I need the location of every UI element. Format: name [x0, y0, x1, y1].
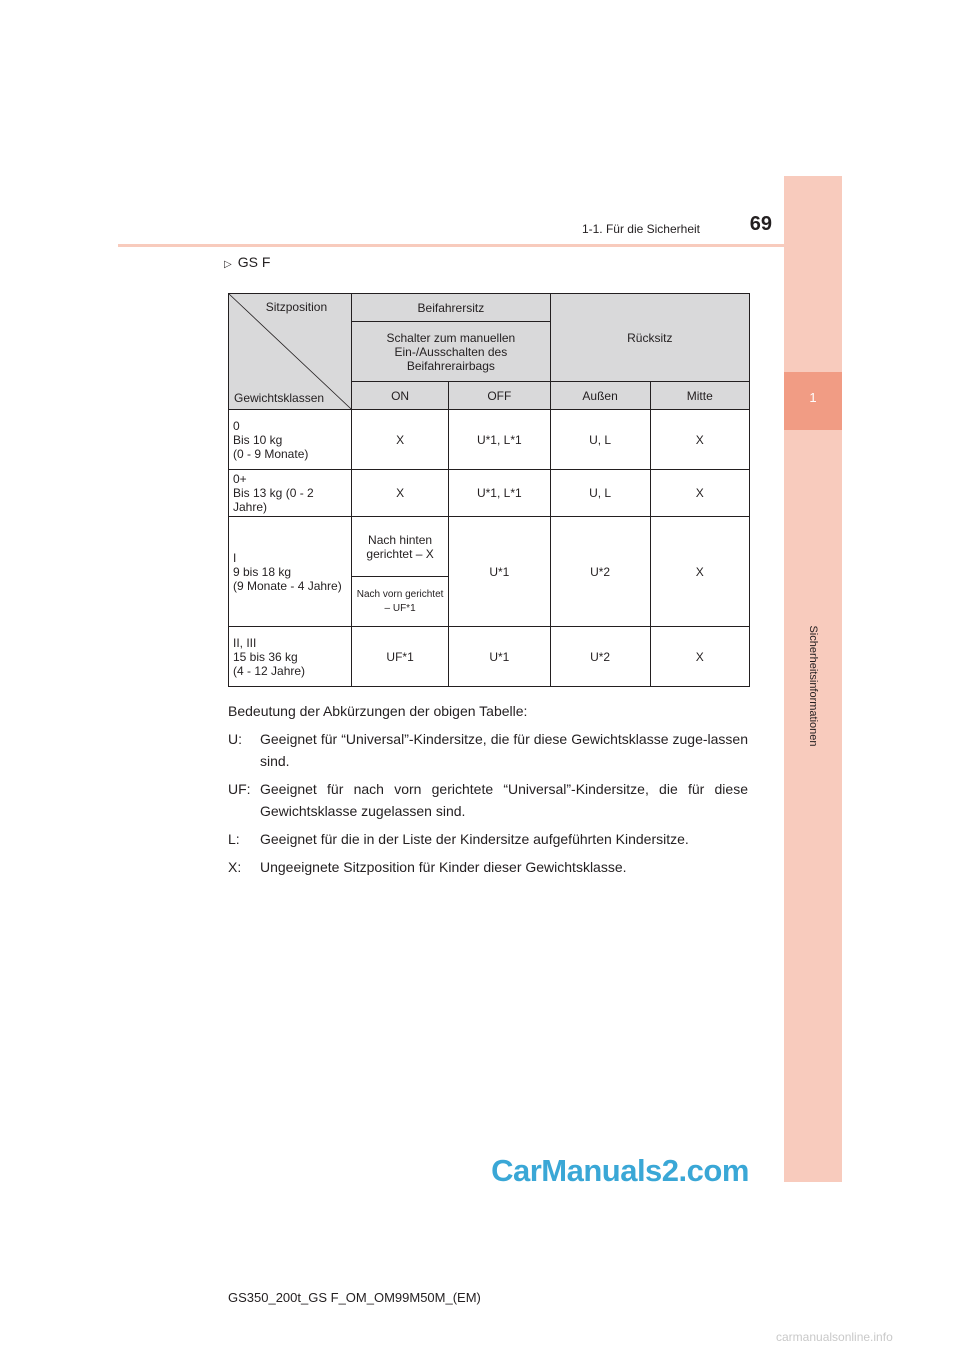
- row-label: I 9 bis 18 kg (9 Monate - 4 Jahre): [229, 517, 352, 627]
- cell-on-rearward: Nach hinten gerichtet – X: [352, 517, 449, 577]
- col-outer-header: Außen: [550, 382, 650, 410]
- cell-off: U*1, L*1: [449, 410, 551, 470]
- cell-outer: U, L: [550, 470, 650, 517]
- subheading: ▷ GS F: [224, 254, 271, 270]
- row-label: 0 Bis 10 kg (0 - 9 Monate): [229, 410, 352, 470]
- row-label: 0+ Bis 13 kg (0 - 2 Jahre): [229, 470, 352, 517]
- col-off-header: OFF: [449, 382, 551, 410]
- cell-on-forward: Nach vorn gerichtet – UF*1: [352, 577, 449, 627]
- chapter-number: 1: [809, 390, 817, 405]
- table-row: [229, 627, 750, 687]
- cell-on: UF*1: [352, 627, 449, 687]
- legend-item: U: Geeignet für “Universal”-Kindersitze, die für diese Gewichtsklasse zuge-lassen sind.: [228, 731, 748, 769]
- header-divider: [118, 244, 842, 247]
- legend-item: L: Geeignet für die in der Liste der Kindersitze aufgeführten Kindersitze.: [228, 831, 689, 847]
- table-row: [229, 410, 750, 470]
- chapter-title: Sicherheitsinformationen: [807, 625, 819, 747]
- cell-middle: X: [650, 470, 749, 517]
- corner-seat-position: Sitzposition: [265, 300, 328, 314]
- page-number: 69: [749, 213, 772, 235]
- legend-intro: Bedeutung der Abkürzungen der obigen Tabelle:: [228, 703, 528, 719]
- cell-off: U*1: [449, 627, 551, 687]
- section-title: 1-1. Für die Sicherheit: [581, 222, 700, 236]
- col-middle-header: Mitte: [650, 382, 749, 410]
- legend-item: UF: Geeignet für nach vorn gerichtete “Universal”-Kindersitze, die für diese Gewichtsklasse zugelassen sind.: [228, 781, 748, 819]
- cell-outer: U*2: [550, 517, 650, 627]
- rear-seat-header: Rücksitz: [550, 294, 749, 382]
- legend-item: X: Ungeeignete Sitzposition für Kinder dieser Gewichtsklasse.: [228, 859, 627, 875]
- child-seat-table: [228, 293, 750, 687]
- row-label: II, III 15 bis 36 kg (4 - 12 Jahre): [229, 627, 352, 687]
- watermark-logo: CarManuals2.com: [484, 1151, 756, 1191]
- abbreviation-legend: [228, 700, 748, 884]
- corner-weight-classes: Gewichtsklassen: [234, 391, 325, 405]
- cell-outer: U*2: [550, 627, 650, 687]
- cell-middle: X: [650, 627, 749, 687]
- chapter-sidebar: [784, 176, 842, 1182]
- col-on-header: ON: [352, 382, 449, 410]
- passenger-seat-header: Beifahrersitz: [352, 294, 550, 322]
- cell-outer: U, L: [550, 410, 650, 470]
- triangle-bullet-icon: ▷: [224, 259, 232, 270]
- bottom-watermark: carmanualsonline.info: [776, 1330, 893, 1344]
- cell-on: X: [352, 410, 449, 470]
- cell-off: U*1, L*1: [449, 470, 551, 517]
- table-corner-cell: [229, 294, 352, 410]
- cell-middle: X: [650, 517, 749, 627]
- cell-middle: X: [650, 410, 749, 470]
- table-row: [229, 470, 750, 517]
- cell-on: X: [352, 470, 449, 517]
- cell-off: U*1: [449, 517, 551, 627]
- table-row: [229, 517, 750, 577]
- document-footer: GS350_200t_GS F_OM_OM99M50M_(EM): [228, 1290, 481, 1305]
- airbag-switch-header: Schalter zum manuellen Ein-/Ausschalten des Beifahrerairbags: [352, 322, 550, 382]
